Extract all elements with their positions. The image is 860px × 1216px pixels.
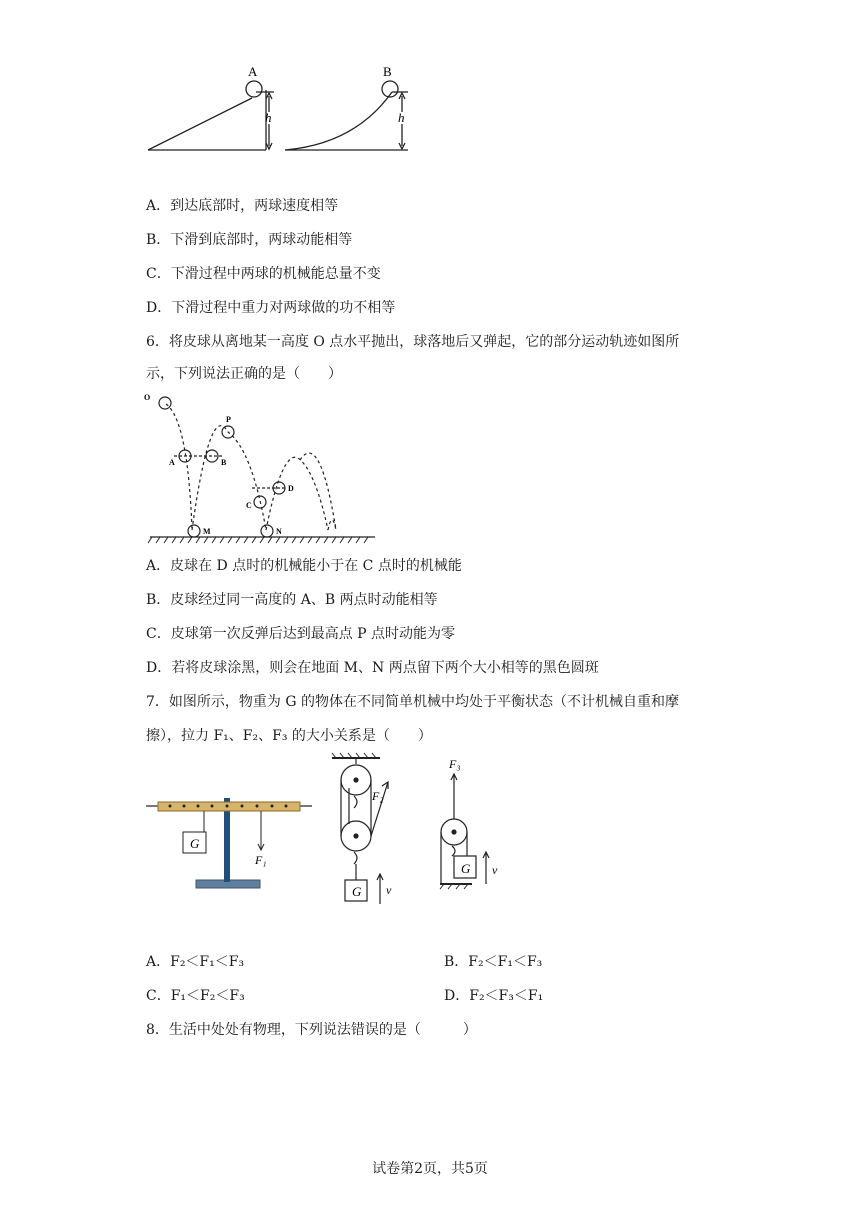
q6-label-c: C [246, 501, 252, 510]
q5-option-a[interactable]: A．到达底部时，两球速度相等 [146, 198, 339, 214]
q6-stem-line2: 示，下列说法正确的是（ ） [146, 366, 342, 382]
q7-option-b[interactable]: B．F₂＜F₁＜F₃ [444, 954, 543, 970]
q6-ball-m [188, 525, 200, 537]
q6-trajectory [166, 404, 336, 530]
q6-label-b: B [221, 458, 227, 467]
q7-option-a[interactable]: A．F₂＜F₁＜F₃ [146, 954, 245, 970]
q7-option-d[interactable]: D．F₂＜F₃＜F₁ [444, 988, 544, 1004]
q6-ball-n [261, 525, 273, 537]
q6-label-a: A [169, 458, 175, 467]
q5-ramp-a-slope [148, 98, 252, 150]
q5-ball-a [246, 81, 262, 97]
q5-option-d[interactable]: D．下滑过程中重力对两球做的功不相等 [146, 300, 396, 316]
q6-figure [140, 390, 380, 548]
q6-ground-hatch [148, 537, 368, 543]
q6-label-d: D [288, 484, 294, 493]
q5-option-b[interactable]: B．下滑到底部时，两球动能相等 [146, 232, 353, 248]
q5-h-a: h [265, 110, 272, 125]
q7-v2-label: v [386, 883, 392, 897]
q7-g3-label: G [461, 861, 471, 876]
q7-stem-line1: 7．如图所示，物重为 G 的物体在不同简单机械中均处于平衡状态（不计机械自重和摩 [146, 694, 679, 710]
q7-lever [146, 798, 312, 888]
q7-f3-label: F₃ [449, 757, 461, 771]
q7-f1-label: F₁ [255, 853, 267, 867]
q6-label-m: M [203, 527, 211, 536]
q6-option-b[interactable]: B．皮球经过同一高度的 A、B 两点时动能相等 [146, 592, 438, 608]
q6-label-p: P [226, 415, 231, 424]
q7-pulley-block [332, 753, 388, 904]
q7-stem-line2: 擦），拉力 F₁、F₂、F₃ 的大小关系是（ ） [146, 728, 432, 744]
q7-figure [140, 752, 520, 912]
q7-g1-label: G [190, 836, 200, 851]
q6-stem-line1: 6．将皮球从离地某一高度 O 点水平抛出，球落地后又弹起，它的部分运动轨迹如图所 [146, 334, 680, 350]
q5-label-a: A [248, 64, 258, 79]
q8-stem: 8．生活中处处有物理，下列说法错误的是（ ） [146, 1022, 477, 1038]
q5-label-b: B [383, 64, 392, 79]
q5-h-b: h [398, 110, 405, 125]
q5-option-c[interactable]: C．下滑过程中两球的机械能总量不变 [146, 266, 381, 282]
q7-v3-label: v [492, 863, 498, 877]
q5-figure [140, 62, 420, 158]
q7-option-c[interactable]: C．F₁＜F₂＜F₃ [146, 988, 245, 1004]
q6-label-n: N [276, 527, 282, 536]
q6-ball-o [159, 397, 171, 409]
q6-option-a[interactable]: A．皮球在 D 点时的机械能小于在 C 点时的机械能 [146, 558, 462, 574]
q6-option-d[interactable]: D．若将皮球涂黑，则会在地面 M、N 两点留下两个大小相等的黑色圆斑 [146, 660, 599, 676]
q5-ramp-b-curve [285, 92, 392, 150]
q6-label-o: O [144, 393, 151, 402]
q7-f2-label: F₂ [372, 789, 384, 803]
page-footer: 试卷第2页，共5页 [372, 1161, 488, 1177]
q7-g2-label: G [352, 884, 362, 899]
q6-option-c[interactable]: C．皮球第一次反弹后达到最高点 P 点时动能为零 [146, 626, 456, 642]
